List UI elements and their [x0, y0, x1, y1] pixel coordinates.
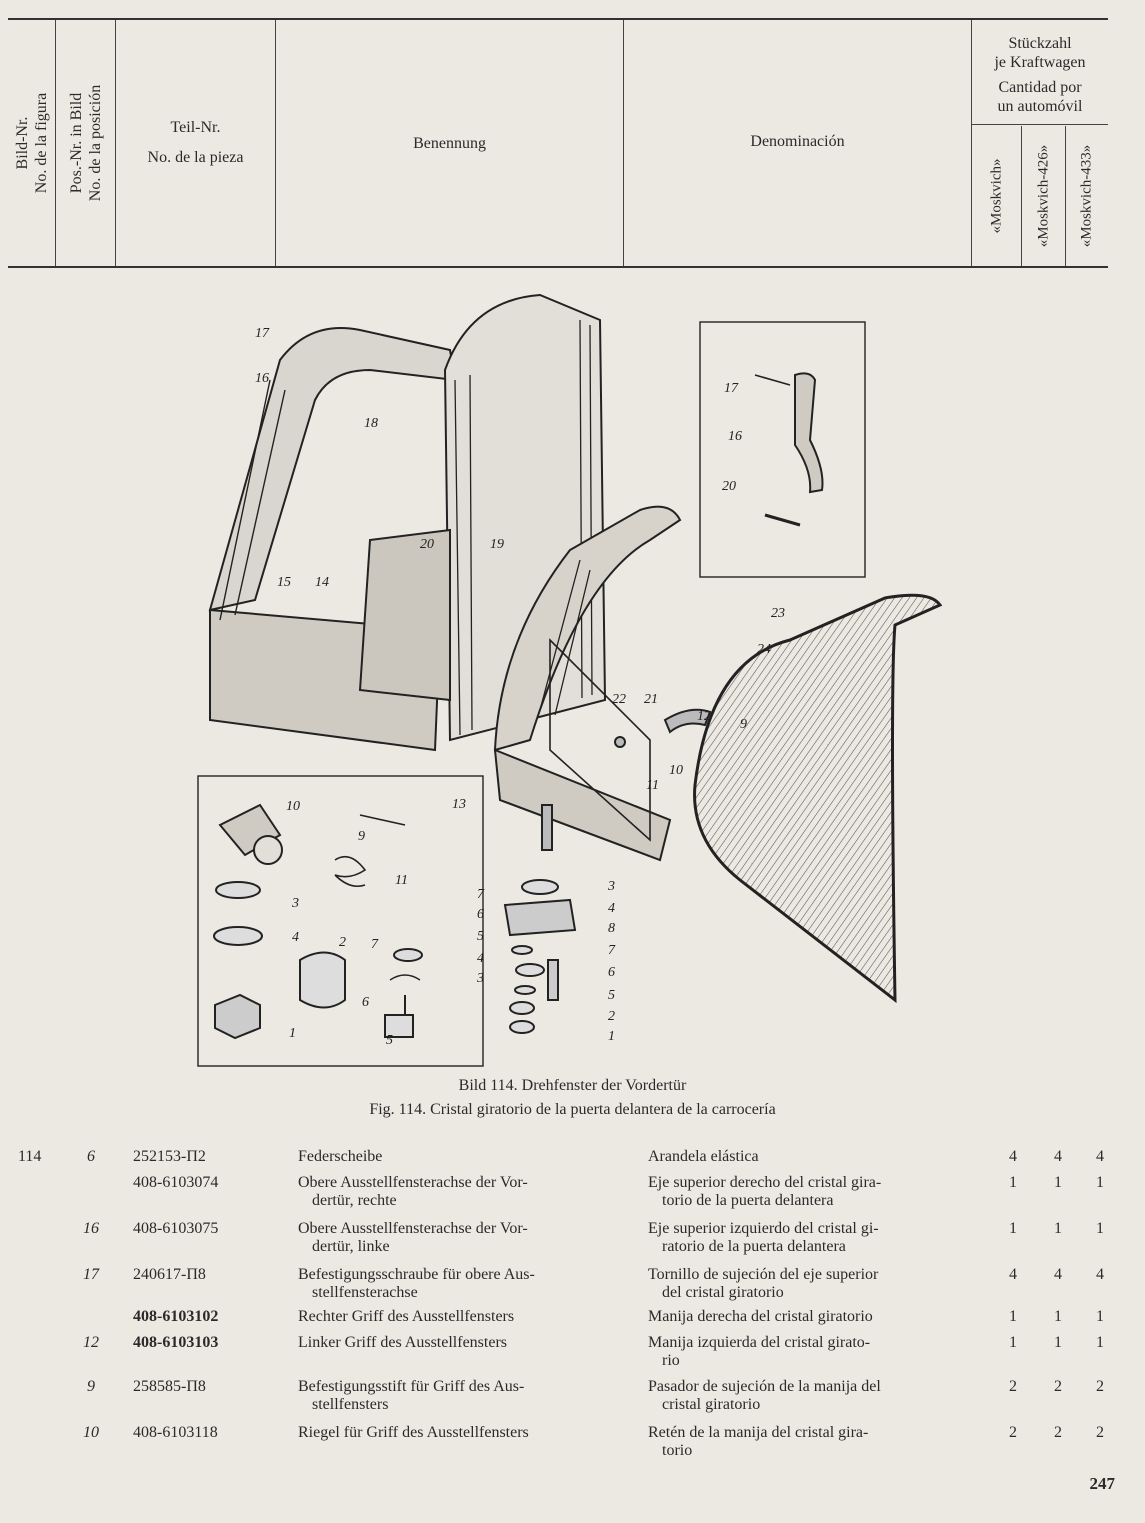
svg-text:23: 23 [771, 606, 785, 621]
svg-text:2: 2 [608, 1009, 615, 1024]
quantity-title: Stückzahl je Kraftwagen Cantidad por un automóvil [972, 20, 1108, 125]
svg-text:20: 20 [420, 537, 434, 552]
gusset [360, 530, 450, 700]
spring-washer [300, 953, 345, 1008]
svg-text:7: 7 [608, 943, 615, 958]
model-moskvich: «Moskvich» [972, 126, 1022, 266]
svg-text:10: 10 [286, 799, 300, 814]
svg-text:15: 15 [277, 575, 291, 590]
inset-upper-axle [700, 322, 865, 577]
svg-text:8: 8 [608, 921, 615, 936]
figure-caption-german: Bild 114. Drehfenster der Vordertür [458, 1077, 687, 1094]
rotating-frame-base [495, 750, 670, 860]
svg-text:1: 1 [608, 1029, 615, 1044]
svg-text:3: 3 [608, 879, 615, 894]
svg-text:7: 7 [477, 887, 484, 902]
svg-text:13: 13 [452, 797, 466, 812]
svg-text:11: 11 [395, 873, 408, 888]
figure-caption-spanish: Fig. 114. Cristal giratorio de la puerta delantera de la carrocería [369, 1101, 776, 1118]
svg-text:6: 6 [608, 965, 615, 980]
svg-text:3: 3 [292, 896, 299, 911]
svg-text:4: 4 [608, 901, 615, 916]
svg-text:21: 21 [644, 692, 658, 707]
pos-nr-label: Pos.-Nr. in Bild No. de la posición [67, 84, 104, 202]
bild-nr-label: Bild-Nr. No. de la figura [13, 92, 50, 194]
svg-text:11: 11 [646, 778, 659, 793]
svg-text:14: 14 [315, 575, 329, 590]
col-quantity [972, 20, 1108, 266]
svg-text:18: 18 [364, 416, 378, 431]
svg-text:17: 17 [724, 381, 738, 396]
svg-text:20: 20 [722, 479, 736, 494]
model-moskvich-433: «Moskvich-433» [1078, 144, 1095, 248]
col-teil-nr [116, 20, 276, 266]
svg-text:5: 5 [477, 929, 484, 944]
svg-text:7: 7 [371, 937, 378, 952]
col-bild-nr [8, 20, 56, 266]
svg-text:22: 22 [612, 692, 626, 707]
svg-text:16: 16 [728, 429, 742, 444]
parts-table-header [8, 18, 1108, 268]
svg-text:5: 5 [608, 988, 615, 1003]
hex-nut [215, 995, 260, 1038]
svg-text:6: 6 [477, 907, 484, 922]
denominacion-label: Denominación [750, 133, 845, 150]
svg-text:4: 4 [292, 930, 299, 945]
svg-text:24: 24 [757, 642, 771, 657]
svg-text:3: 3 [477, 971, 484, 986]
svg-text:9: 9 [358, 829, 365, 844]
svg-text:16: 16 [255, 371, 269, 386]
benennung-label: Benennung [413, 135, 486, 152]
svg-text:2: 2 [339, 935, 346, 950]
svg-text:9: 9 [740, 717, 747, 732]
svg-text:19: 19 [490, 537, 504, 552]
svg-text:1: 1 [289, 1026, 296, 1041]
pivot-pin [542, 805, 552, 850]
exploded-view-figure [150, 280, 970, 1070]
svg-text:17: 17 [255, 326, 269, 341]
page-number: 247 [1089, 1474, 1115, 1493]
col-pos-nr [56, 20, 116, 266]
model-moskvich-426: «Moskvich-426» [1022, 126, 1066, 266]
svg-text:6: 6 [362, 995, 369, 1010]
svg-text:4: 4 [477, 951, 484, 966]
svg-text:12: 12 [697, 709, 711, 724]
col-denominacion [624, 20, 972, 266]
col-benennung [276, 20, 624, 266]
teil-nr-label: Teil-Nr. No. de la pieza [147, 119, 244, 166]
svg-text:5: 5 [386, 1033, 393, 1048]
svg-text:10: 10 [669, 763, 683, 778]
